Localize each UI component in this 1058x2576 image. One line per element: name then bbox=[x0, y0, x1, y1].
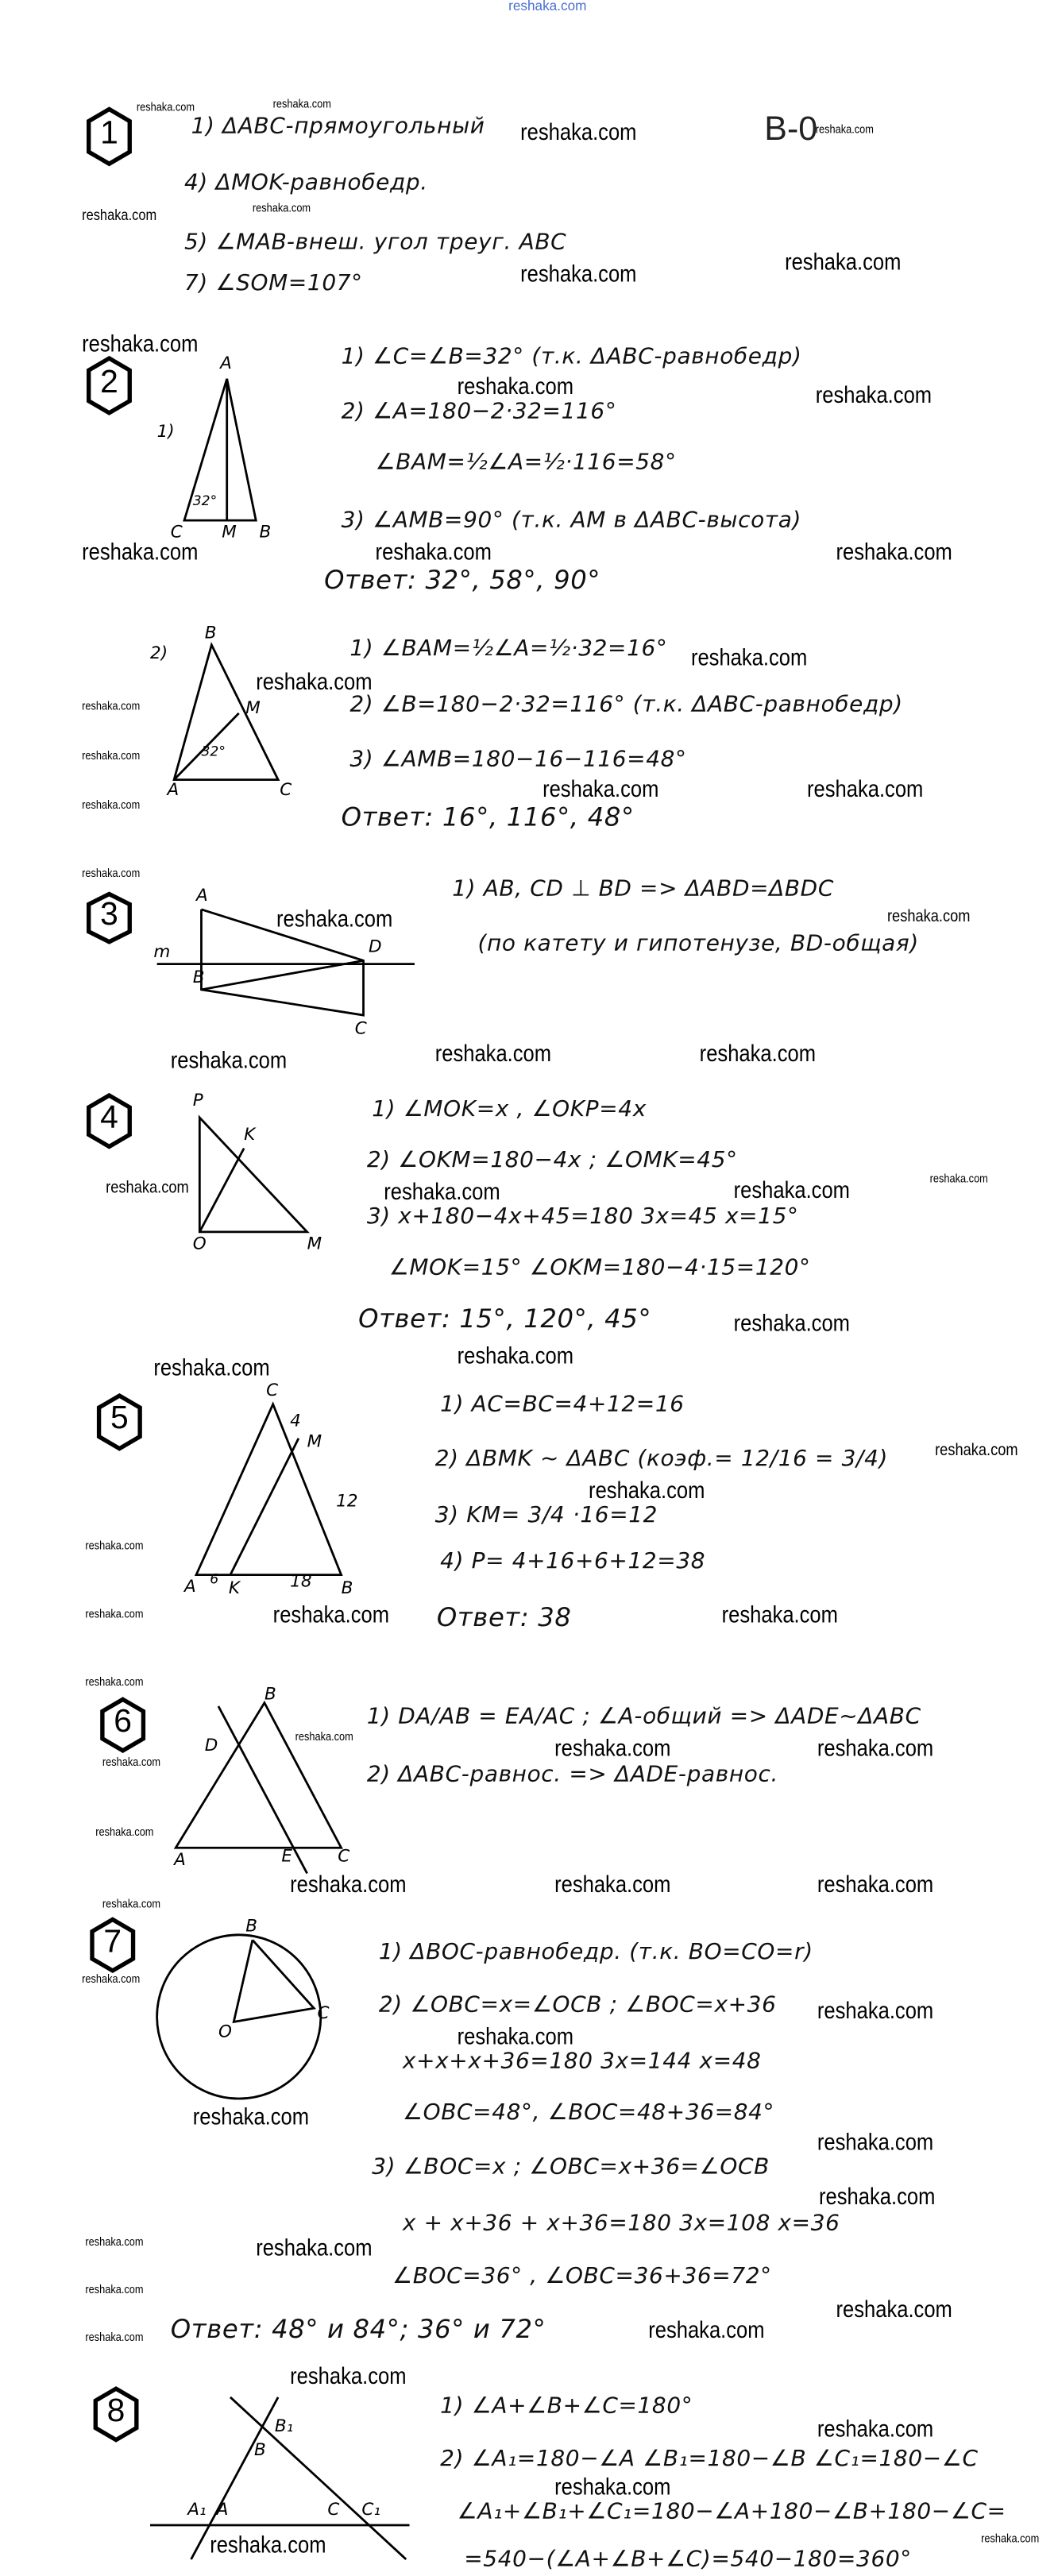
length-label: 18 bbox=[290, 1573, 312, 1593]
watermark: reshaka.com bbox=[817, 2127, 934, 2155]
watermark: reshaka.com bbox=[136, 102, 195, 114]
watermark: reshaka.com bbox=[82, 800, 141, 813]
solution-line: 1) ΔABC-прямоугольный bbox=[191, 114, 485, 141]
watermark: reshaka.com bbox=[817, 2414, 934, 2442]
watermark: reshaka.com bbox=[929, 1173, 988, 1186]
watermark: reshaka.com bbox=[256, 666, 373, 695]
solution-line: 3) ∠AMB=90° (т.к. AM в ΔABC-высота) bbox=[341, 508, 802, 535]
triangle-boc bbox=[234, 1940, 314, 2022]
solution-line: 2) ΔBMK ~ ΔABC (коэф.= 12/16 = 3/4) bbox=[434, 1446, 889, 1473]
watermark: reshaka.com bbox=[210, 2530, 326, 2558]
problem-number-7 bbox=[89, 1916, 137, 1974]
watermark: reshaka.com bbox=[836, 537, 952, 565]
point-label: E bbox=[281, 1848, 293, 1867]
solution-line: x + x+36 + x+36=180 3x=108 x=36 bbox=[402, 2211, 840, 2238]
watermark: reshaka.com bbox=[276, 904, 393, 932]
watermark: reshaka.com bbox=[520, 118, 637, 145]
watermark: reshaka.com bbox=[520, 259, 637, 287]
solution-line: 4) P= 4+16+6+12=38 bbox=[440, 1549, 706, 1575]
watermark: reshaka.com bbox=[554, 2472, 671, 2500]
watermark: reshaka.com bbox=[102, 1757, 161, 1770]
point-label: A bbox=[174, 1851, 186, 1871]
problem-number-text: 5 bbox=[110, 1400, 129, 1437]
point-label: C bbox=[280, 781, 292, 801]
solution-line: ∠A₁+∠B₁+∠C₁=180−∠A+180−∠B+180−∠C= bbox=[457, 2499, 1006, 2526]
watermark: reshaka.com bbox=[102, 1898, 161, 1911]
point-label: O bbox=[192, 1235, 207, 1254]
point-label: C bbox=[170, 523, 183, 543]
point-label: K bbox=[228, 1580, 240, 1599]
point-label: O bbox=[218, 2023, 232, 2043]
triangle-2b bbox=[174, 645, 278, 780]
problem-number-1 bbox=[85, 107, 133, 165]
point-label: A bbox=[167, 781, 180, 801]
point-label: B bbox=[341, 1580, 353, 1599]
point-label: B₁ bbox=[274, 2417, 294, 2437]
watermark: reshaka.com bbox=[886, 907, 971, 927]
solution-line: 1) ΔBOC-равнобедр. (т.к. BO=CO=r) bbox=[378, 1940, 813, 1966]
solution-line: 5) ∠MAB-внеш. угол треуг. ABC bbox=[183, 230, 567, 257]
answer: Ответ: 16°, 116°, 48° bbox=[341, 801, 635, 833]
part-label: 2) bbox=[150, 644, 168, 664]
watermark: reshaka.com bbox=[82, 537, 199, 565]
solution-line: ∠BOC=36° , ∠OBC=36+36=72° bbox=[392, 2264, 772, 2290]
watermark: reshaka.com bbox=[192, 2102, 310, 2130]
point-label: B bbox=[259, 523, 272, 543]
problem-number-2 bbox=[85, 357, 133, 415]
watermark: reshaka.com bbox=[82, 329, 199, 357]
part-label: 1) bbox=[156, 423, 175, 442]
solution-line: 7) ∠SOM=107° bbox=[183, 271, 363, 297]
watermark: reshaka.com bbox=[82, 868, 141, 881]
point-label: C bbox=[266, 1381, 279, 1401]
watermark: reshaka.com bbox=[384, 1177, 500, 1205]
point-label: M bbox=[307, 1433, 322, 1452]
watermark: reshaka.com bbox=[82, 701, 141, 713]
watermark: reshaka.com bbox=[85, 1677, 144, 1690]
angle-label: 32° bbox=[201, 743, 226, 759]
point-label: P bbox=[192, 1091, 203, 1111]
watermark: reshaka.com bbox=[256, 2233, 373, 2261]
solution-line: 3) x+180−4x+45=180 3x=45 x=15° bbox=[366, 1204, 799, 1230]
watermark: reshaka.com bbox=[733, 1175, 850, 1203]
solution-line: (по катету и гипотенузе, BD-общая) bbox=[477, 931, 919, 958]
watermark: reshaka.com bbox=[85, 2284, 144, 2297]
watermark: reshaka.com bbox=[817, 1996, 934, 2024]
watermark: reshaka.com bbox=[457, 372, 574, 400]
watermark: reshaka.com bbox=[554, 1870, 671, 1898]
watermark: reshaka.com bbox=[817, 1733, 934, 1761]
segment-km bbox=[230, 1439, 299, 1575]
solution-line: 3) ∠BOC=x ; ∠OBC=x+36=∠OCB bbox=[372, 2154, 770, 2181]
problem-number-text: 4 bbox=[100, 1100, 118, 1137]
point-label: A₁ bbox=[187, 2501, 207, 2520]
watermark: reshaka.com bbox=[733, 1308, 850, 1336]
watermark: reshaka.com bbox=[272, 1600, 390, 1628]
watermark: reshaka.com bbox=[272, 98, 331, 111]
solution-line: 1) DA/AB = EA/AC ; ∠A-общий => ΔADE~ΔABC bbox=[366, 1704, 921, 1731]
solution-line: 1) AC=BC=4+12=16 bbox=[440, 1392, 685, 1418]
solution-line: 3) KM= 3/4 ·16=12 bbox=[434, 1503, 658, 1529]
point-label: C bbox=[354, 1020, 367, 1040]
site-link[interactable]: reshaka.com bbox=[508, 0, 587, 14]
watermark: reshaka.com bbox=[690, 643, 808, 671]
solution-line: 2) ∠OBC=x=∠OCB ; ∠BOC=x+36 bbox=[378, 1992, 777, 2019]
watermark: reshaka.com bbox=[82, 206, 157, 224]
watermark: reshaka.com bbox=[170, 1045, 288, 1074]
point-label: D bbox=[204, 1736, 218, 1756]
watermark: reshaka.com bbox=[699, 1039, 817, 1067]
watermark: reshaka.com bbox=[252, 203, 311, 215]
problem-number-text: 8 bbox=[106, 2393, 125, 2430]
point-label: A bbox=[196, 886, 208, 906]
problem-number-text: 7 bbox=[103, 1924, 122, 1961]
variant-label: B-0 bbox=[764, 110, 818, 149]
point-label: M bbox=[222, 523, 237, 543]
watermark: reshaka.com bbox=[819, 2182, 936, 2210]
point-label: B bbox=[264, 1686, 276, 1705]
watermark: reshaka.com bbox=[935, 1442, 1018, 1461]
point-label: C bbox=[338, 1848, 350, 1867]
answer: Ответ: 38 bbox=[436, 1601, 572, 1633]
solution-line: ∠OBC=48°, ∠BOC=48+36=84° bbox=[402, 2100, 775, 2126]
watermark: reshaka.com bbox=[106, 1179, 189, 1198]
problem-number-3 bbox=[85, 889, 133, 947]
watermark: reshaka.com bbox=[815, 380, 933, 408]
solution-line: 1) ∠BAM=½∠A=½·32=16° bbox=[349, 636, 668, 662]
problem-number-5 bbox=[95, 1392, 143, 1450]
watermark: reshaka.com bbox=[785, 247, 902, 275]
triangle-5 bbox=[196, 1404, 342, 1575]
point-label: B bbox=[192, 969, 205, 988]
watermark: reshaka.com bbox=[457, 2022, 574, 2049]
watermark: reshaka.com bbox=[375, 537, 492, 565]
watermark: reshaka.com bbox=[95, 1827, 154, 1840]
watermark: reshaka.com bbox=[85, 1609, 144, 1621]
solution-line: 2) ∠OKM=180−4x ; ∠OMK=45° bbox=[366, 1148, 738, 1174]
point-label: B bbox=[254, 2441, 266, 2461]
solution-line: 2) ∠A=180−2·32=116° bbox=[341, 399, 617, 425]
watermark: reshaka.com bbox=[817, 1870, 934, 1898]
watermark: reshaka.com bbox=[554, 1733, 671, 1761]
length-label: 12 bbox=[336, 1493, 358, 1512]
point-label: A bbox=[220, 354, 232, 374]
watermark: reshaka.com bbox=[295, 1732, 353, 1744]
problem-number-text: 6 bbox=[114, 1704, 133, 1740]
solution-line: 1) ∠C=∠B=32° (т.к. ΔABC-равнобедр) bbox=[341, 344, 802, 371]
solution-line: 1) ∠MOK=x , ∠OKP=4x bbox=[372, 1097, 647, 1123]
circle-7 bbox=[157, 1935, 321, 2099]
watermark: reshaka.com bbox=[836, 2295, 952, 2323]
solution-line: ∠MOK=15° ∠OKM=180−4·15=120° bbox=[388, 1255, 811, 1282]
answer: Ответ: 48° и 84°; 36° и 72° bbox=[170, 2313, 546, 2345]
point-label: A bbox=[216, 2501, 229, 2520]
point-label: C bbox=[327, 2501, 340, 2520]
solution-line: 1) AB, CD ⊥ BD => ΔABD=ΔBDC bbox=[452, 877, 834, 903]
problem-number-text: 1 bbox=[100, 116, 118, 153]
solution-line: x+x+x+36=180 3x=144 x=48 bbox=[402, 2049, 762, 2075]
watermark: reshaka.com bbox=[721, 1600, 838, 1628]
solution-line: 3) ∠AMB=180−16−116=48° bbox=[349, 747, 687, 774]
watermark: reshaka.com bbox=[589, 1476, 705, 1504]
triangle-6 bbox=[176, 1703, 341, 1848]
solution-line: 2) ΔABC-равнос. => ΔADE-равнос. bbox=[366, 1762, 778, 1789]
length-label: 6 bbox=[210, 1571, 219, 1587]
watermark: reshaka.com bbox=[153, 1353, 270, 1381]
watermark: reshaka.com bbox=[543, 774, 659, 802]
solution-line: 1) ∠A+∠B+∠C=180° bbox=[440, 2393, 693, 2420]
point-label: C₁ bbox=[361, 2501, 381, 2520]
watermark: reshaka.com bbox=[82, 1974, 141, 1987]
watermark: reshaka.com bbox=[807, 774, 924, 802]
watermark: reshaka.com bbox=[290, 2361, 407, 2389]
point-label: C bbox=[317, 2004, 330, 2024]
watermark: reshaka.com bbox=[981, 2533, 1040, 2546]
watermark: reshaka.com bbox=[290, 1870, 407, 1898]
point-label: A bbox=[183, 1578, 196, 1597]
watermark: reshaka.com bbox=[457, 1341, 574, 1369]
point-label: B bbox=[204, 624, 217, 643]
watermark: reshaka.com bbox=[434, 1039, 552, 1067]
solution-line: ∠BAM=½∠A=½·116=58° bbox=[375, 450, 677, 477]
answer: Ответ: 32°, 58°, 90° bbox=[324, 564, 601, 596]
problem-number-6 bbox=[99, 1696, 147, 1754]
point-label: B bbox=[245, 1918, 258, 1937]
watermark: reshaka.com bbox=[85, 1540, 144, 1553]
segment-ok bbox=[199, 1149, 244, 1232]
solution-line: =540−(∠A+∠B+∠C)=540−180=360° bbox=[464, 2547, 912, 2574]
watermark: reshaka.com bbox=[85, 2237, 144, 2250]
solution-line: 4) ΔMOK-равнобедр. bbox=[183, 170, 428, 197]
watermark: reshaka.com bbox=[82, 751, 141, 763]
point-label: K bbox=[244, 1126, 256, 1145]
point-label: D bbox=[368, 938, 382, 958]
watermark: reshaka.com bbox=[85, 2332, 144, 2345]
solution-line: 2) ∠B=180−2·32=116° (т.к. ΔABC-равнобедр) bbox=[349, 693, 903, 719]
point-label: M bbox=[307, 1235, 322, 1254]
watermark: reshaka.com bbox=[815, 124, 874, 137]
angle-label: 32° bbox=[192, 492, 218, 509]
answer: Ответ: 15°, 120°, 45° bbox=[358, 1303, 652, 1334]
point-label: M bbox=[245, 699, 261, 719]
watermark: reshaka.com bbox=[648, 2315, 765, 2343]
problem-number-8 bbox=[92, 2385, 140, 2443]
solution-line: 2) ∠A₁=180−∠A ∠B₁=180−∠B ∠C₁=180−∠C bbox=[440, 2447, 979, 2473]
length-label: 4 bbox=[290, 1412, 301, 1432]
line-label: m bbox=[153, 943, 171, 963]
problem-number-text: 2 bbox=[100, 365, 118, 401]
problem-number-4 bbox=[85, 1092, 133, 1150]
problem-number-text: 3 bbox=[100, 897, 118, 933]
